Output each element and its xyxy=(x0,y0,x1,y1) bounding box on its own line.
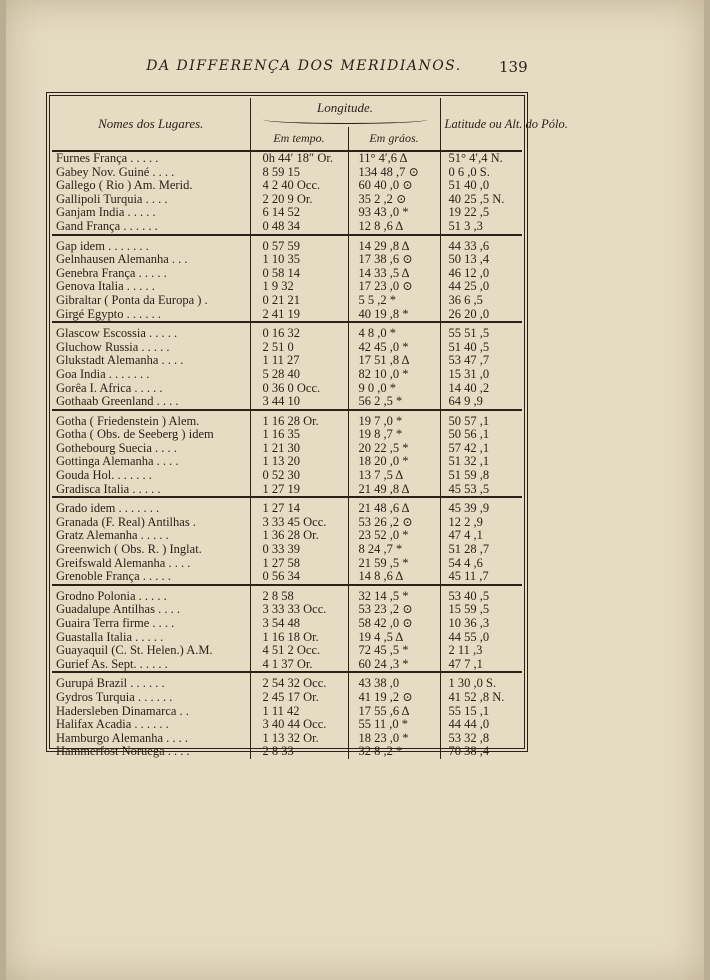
longitude-degrees: 32 14 ,5 * xyxy=(348,585,440,604)
longitude-degrees: 56 2 ,5 * xyxy=(348,395,440,410)
longitude-degrees: 8 24 ,7 * xyxy=(348,543,440,557)
latitude-value: 0 6 ,0 S. xyxy=(448,164,490,179)
place-name: Gallipoli Turquia . . . . xyxy=(52,193,250,207)
running-title: DA DIFFERENÇA DOS MERIDIANOS. xyxy=(146,58,462,74)
longitude-degrees: 18 23 ,0 * xyxy=(348,732,440,746)
place-name: Gotha ( Obs. de Seeberg ) idem xyxy=(52,428,250,442)
longitude-time: 0 36 0 Occ. xyxy=(250,382,348,396)
latitude-value: 1 30 ,0 S. xyxy=(440,672,522,691)
place-name: Ganjam India . . . . . xyxy=(52,206,250,220)
table-row xyxy=(52,442,522,456)
latitude-value: 44 55 ,0 xyxy=(448,629,490,644)
latitude-value: 51 32 ,1 xyxy=(448,454,490,469)
longitude-time: 1 11 27 xyxy=(250,354,348,368)
table-row xyxy=(52,585,522,604)
table-body xyxy=(52,151,522,759)
place-name: Gurief As. Sept. . . . . . xyxy=(52,658,250,673)
longitude-time: 2 41 19 xyxy=(250,308,348,323)
longitude-degrees: 17 38 ,6 ⊙ xyxy=(348,253,440,267)
longitude-degrees: 14 8 ,6 Δ xyxy=(348,570,440,585)
table-row xyxy=(52,382,522,396)
longitude-time: 1 16 28 Or. xyxy=(250,410,348,429)
table-row xyxy=(52,529,522,543)
longitude-time: 0 52 30 xyxy=(250,469,348,483)
longitude-degrees: 14 33 ,5 Δ xyxy=(348,267,440,281)
longitude-time: 2 51 0 xyxy=(250,341,348,355)
place-name: Gratz Alemanha . . . . . xyxy=(52,529,250,543)
longitude-time: 1 11 42 xyxy=(250,705,348,719)
place-name: Gallego ( Rio ) Am. Merid. xyxy=(52,179,250,193)
table-row xyxy=(52,235,522,254)
latitude-value: 54 4 ,6 xyxy=(448,555,483,570)
longitude-degrees: 11° 4′,6 Δ xyxy=(348,151,440,166)
longitude-degrees: 21 49 ,8 Δ xyxy=(348,483,440,498)
longitude-time: 1 13 32 Or. xyxy=(250,732,348,746)
longitude-time: 4 1 37 Or. xyxy=(250,658,348,673)
latitude-value: 55 15 ,1 xyxy=(448,703,490,718)
longitude-time: 2 54 32 Occ. xyxy=(250,672,348,691)
table-row xyxy=(52,497,522,516)
table-row xyxy=(52,428,522,442)
longitude-time: 3 33 33 Occ. xyxy=(250,603,348,617)
table-row xyxy=(52,718,522,732)
longitude-time: 3 33 45 Occ. xyxy=(250,516,348,530)
longitude-degrees: 17 51 ,8 Δ xyxy=(348,354,440,368)
place-name: Hadersleben Dinamarca . . xyxy=(52,705,250,719)
longitude-degrees: 18 20 ,0 * xyxy=(348,455,440,469)
table-row xyxy=(52,658,522,673)
latitude-value: 64 9 ,9 xyxy=(448,394,483,409)
table-row xyxy=(52,179,522,193)
table-row xyxy=(52,631,522,645)
latitude-value: 53 40 ,5 xyxy=(440,585,522,604)
table-row xyxy=(52,603,522,617)
table-row xyxy=(52,253,522,267)
latitude-value: 51 59 ,8 xyxy=(448,468,490,483)
table-row xyxy=(52,341,522,355)
table-row xyxy=(52,354,522,368)
longitude-time: 4 51 2 Occ. xyxy=(250,644,348,658)
latitude-value: 51 40 ,5 xyxy=(448,339,490,354)
longitude-time: 2 8 58 xyxy=(250,585,348,604)
table-row xyxy=(52,617,522,631)
latitude-value: 10 36 ,3 xyxy=(448,616,490,630)
table-row xyxy=(52,705,522,719)
longitude-degrees: 14 29 ,8 Δ xyxy=(348,235,440,254)
latitude-value: 2 11 ,3 xyxy=(448,643,483,658)
longitude-degrees: 12 8 ,6 Δ xyxy=(348,220,440,235)
place-name: Grenoble França . . . . . xyxy=(52,570,250,585)
longitude-degrees: 93 43 ,0 * xyxy=(348,206,440,220)
longitude-degrees: 55 11 ,0 * xyxy=(348,718,440,732)
place-name: Halifax Acadia . . . . . . xyxy=(52,718,250,732)
longitude-time: 1 16 35 xyxy=(250,428,348,442)
longitude-degrees: 20 22 ,5 * xyxy=(348,442,440,456)
place-name: Furnes França . . . . . xyxy=(52,151,250,166)
place-name: Gelnhausen Alemanha . . . xyxy=(52,253,250,267)
longitude-degrees: 60 40 ,0 ⊙ xyxy=(348,179,440,193)
longitude-time: 0 57 59 xyxy=(250,235,348,254)
longitude-time: 6 14 52 xyxy=(250,206,348,220)
table-row xyxy=(52,151,522,166)
table-row xyxy=(52,395,522,410)
brace-icon xyxy=(263,115,428,124)
table-row xyxy=(52,691,522,705)
header-time: Em tempo. xyxy=(250,127,348,151)
longitude-degrees: 21 59 ,5 * xyxy=(348,557,440,571)
header-longitude xyxy=(250,98,440,127)
place-name: Gabey Nov. Guiné . . . . xyxy=(52,166,250,180)
latitude-value: 15 31 ,0 xyxy=(448,366,490,381)
table-row xyxy=(52,220,522,235)
longitude-degrees: 134 48 ,7 ⊙ xyxy=(348,166,440,180)
latitude-value: 40 25 ,5 N. xyxy=(448,191,505,206)
table-row xyxy=(52,516,522,530)
latitude-value: 46 12 ,0 xyxy=(448,265,490,280)
longitude-time: 0 21 21 xyxy=(250,294,348,308)
longitude-degrees: 82 10 ,0 * xyxy=(348,368,440,382)
place-name: Hamburgo Alemanha . . . . xyxy=(52,732,250,746)
latitude-value: 45 53 ,5 xyxy=(448,481,490,496)
place-name: Glukstadt Alemanha . . . . xyxy=(52,354,250,368)
place-name: Gand França . . . . . . xyxy=(52,220,250,235)
latitude-value: 44 25 ,0 xyxy=(448,279,490,294)
table-row xyxy=(52,280,522,294)
table-row xyxy=(52,206,522,220)
table-row xyxy=(52,672,522,691)
longitude-degrees: 23 52 ,0 * xyxy=(348,529,440,543)
longitude-degrees: 42 45 ,0 * xyxy=(348,341,440,355)
place-name: Gibraltar ( Ponta da Europa ) . xyxy=(52,294,250,308)
table-row xyxy=(52,455,522,469)
latitude-value: 57 42 ,1 xyxy=(448,440,490,455)
place-name: Genova Italia . . . . . xyxy=(52,280,250,294)
longitude-degrees: 19 8 ,7 * xyxy=(348,428,440,442)
latitude-value: 51 3 ,3 xyxy=(448,218,483,233)
latitude-value: 51 40 ,0 xyxy=(448,178,490,193)
longitude-time: 2 8 33 xyxy=(250,745,348,759)
place-name: Gydros Turquia . . . . . . xyxy=(52,691,250,705)
longitude-degrees: 5 5 ,2 * xyxy=(348,294,440,308)
latitude-value: 70 38 ,4 xyxy=(448,744,490,759)
place-name: Glascow Escossia . . . . . xyxy=(52,322,250,341)
place-name: Guaira Terra firme . . . . xyxy=(52,617,250,631)
longitude-degrees: 53 23 ,2 ⊙ xyxy=(348,603,440,617)
latitude-value: 44 44 ,0 xyxy=(448,717,490,732)
latitude-value: 44 33 ,6 xyxy=(440,235,522,254)
place-name: Gothebourg Suecia . . . . xyxy=(52,442,250,456)
longitude-time: 1 27 58 xyxy=(250,557,348,571)
place-name: Guastalla Italia . . . . . xyxy=(52,631,250,645)
place-name: Gouda Hol. . . . . . . xyxy=(52,469,250,483)
longitude-degrees: 58 42 ,0 ⊙ xyxy=(348,617,440,631)
longitude-degrees: 53 26 ,2 ⊙ xyxy=(348,516,440,530)
latitude-value: 15 59 ,5 xyxy=(448,602,490,617)
table-row xyxy=(52,543,522,557)
latitude-value: 41 52 ,8 N. xyxy=(448,689,505,704)
latitude-value: 51° 4′,4 N. xyxy=(448,151,503,165)
table-row xyxy=(52,469,522,483)
header-latitude: Latitude ou Alt. do Pólo. xyxy=(440,98,522,151)
latitude-value: 50 56 ,1 xyxy=(448,427,490,442)
latitude-value: 51 28 ,7 xyxy=(448,542,490,557)
longitude-degrees: 41 19 ,2 ⊙ xyxy=(348,691,440,705)
longitude-time: 0h 44′ 18″ Or. xyxy=(250,151,348,166)
longitude-time: 1 10 35 xyxy=(250,253,348,267)
table-row xyxy=(52,267,522,281)
table-row xyxy=(52,732,522,746)
longitude-degrees: 4 8 ,0 * xyxy=(348,322,440,341)
longitude-time: 1 36 28 Or. xyxy=(250,529,348,543)
longitude-degrees: 21 48 ,6 Δ xyxy=(348,497,440,516)
table-row xyxy=(52,193,522,207)
table-row xyxy=(52,166,522,180)
longitude-time: 1 16 18 Or. xyxy=(250,631,348,645)
longitude-degrees: 19 7 ,0 * xyxy=(348,410,440,429)
running-head xyxy=(6,58,704,82)
longitude-degrees: 43 38 ,0 xyxy=(348,672,440,691)
latitude-value: 19 22 ,5 xyxy=(448,205,490,220)
place-name: Greifswald Alemanha . . . . xyxy=(52,557,250,571)
header-name: Nomes dos Lugares. xyxy=(52,98,250,151)
longitude-degrees: 32 8 ,2 * xyxy=(348,745,440,759)
place-name: Gradisca Italia . . . . . xyxy=(52,483,250,498)
longitude-time: 1 27 14 xyxy=(250,497,348,516)
table-row xyxy=(52,483,522,498)
longitude-time: 0 56 34 xyxy=(250,570,348,585)
longitude-degrees: 9 0 ,0 * xyxy=(348,382,440,396)
place-name: Granada (F. Real) Antilhas . xyxy=(52,516,250,530)
table-row xyxy=(52,745,522,759)
longitude-degrees: 17 55 ,6 Δ xyxy=(348,705,440,719)
header-degrees: Em gráos. xyxy=(348,127,440,151)
longitude-time: 2 45 17 Or. xyxy=(250,691,348,705)
place-name: Hammerfost Noruega . . . . xyxy=(52,745,250,759)
latitude-value: 55 51 ,5 xyxy=(440,322,522,341)
place-name: Grado idem . . . . . . . xyxy=(52,497,250,516)
latitude-value: 53 32 ,8 xyxy=(448,730,490,745)
latitude-value: 50 57 ,1 xyxy=(440,410,522,429)
place-name: Gotha ( Friedenstein ) Alem. xyxy=(52,410,250,429)
place-name: Girgé Egypto . . . . . . xyxy=(52,308,250,323)
latitude-value: 47 7 ,1 xyxy=(448,656,483,671)
place-name: Gothaab Greenland . . . . xyxy=(52,395,250,410)
place-name: Gorêa I. Africa . . . . . xyxy=(52,382,250,396)
latitude-value: 14 40 ,2 xyxy=(448,380,490,395)
table-row xyxy=(52,570,522,585)
latitude-value: 12 2 ,9 xyxy=(448,514,483,529)
place-name: Gurupá Brazil . . . . . . xyxy=(52,672,250,691)
longitude-time: 0 58 14 xyxy=(250,267,348,281)
latitude-value: 53 47 ,7 xyxy=(448,353,490,368)
place-name: Guadalupe Antilhas . . . . xyxy=(52,603,250,617)
longitude-degrees: 35 2 ,2 ⊙ xyxy=(348,193,440,207)
longitude-time: 3 54 48 xyxy=(250,617,348,631)
latitude-value: 45 11 ,7 xyxy=(448,569,489,584)
place-name: Guayaquil (C. St. Helen.) A.M. xyxy=(52,644,250,658)
header-longitude-label: Longitude. xyxy=(317,100,373,116)
latitude-value: 47 4 ,1 xyxy=(448,528,483,543)
latitude-value: 26 20 ,0 xyxy=(448,306,490,321)
place-name: Genebra França . . . . . xyxy=(52,267,250,281)
place-name: Grodno Polonia . . . . . xyxy=(52,585,250,604)
latitude-value: 45 39 ,9 xyxy=(440,497,522,516)
longitude-time: 0 16 32 xyxy=(250,322,348,341)
table-row xyxy=(52,322,522,341)
longitude-time: 2 20 9 Or. xyxy=(250,193,348,207)
longitude-degrees: 17 23 ,0 ⊙ xyxy=(348,280,440,294)
longitude-degrees: 19 4 ,5 Δ xyxy=(348,631,440,645)
longitude-time: 1 27 19 xyxy=(250,483,348,498)
longitude-degrees: 72 45 ,5 * xyxy=(348,644,440,658)
longitude-time: 4 2 40 Occ. xyxy=(250,179,348,193)
longitude-time: 1 9 32 xyxy=(250,280,348,294)
place-name: Goa India . . . . . . . xyxy=(52,368,250,382)
place-name: Gap idem . . . . . . . xyxy=(52,235,250,254)
longitude-time: 3 44 10 xyxy=(250,395,348,410)
latitude-value: 50 13 ,4 xyxy=(448,252,490,267)
longitude-time: 8 59 15 xyxy=(250,166,348,180)
longitude-time: 1 21 30 xyxy=(250,442,348,456)
longitude-time: 3 40 44 Occ. xyxy=(250,718,348,732)
page-number: 139 xyxy=(499,58,528,76)
place-name: Gottinga Alemanha . . . . xyxy=(52,455,250,469)
table-row xyxy=(52,644,522,658)
longitude-time: 5 28 40 xyxy=(250,368,348,382)
longitude-degrees: 60 24 ,3 * xyxy=(348,658,440,673)
table-row xyxy=(52,308,522,323)
place-name: Greenwich ( Obs. R. ) Inglat. xyxy=(52,543,250,557)
longitude-degrees: 40 19 ,8 * xyxy=(348,308,440,323)
table-row xyxy=(52,557,522,571)
longitude-time: 1 13 20 xyxy=(250,455,348,469)
table-row xyxy=(52,410,522,429)
longitude-time: 0 48 34 xyxy=(250,220,348,235)
longitude-time: 0 33 39 xyxy=(250,543,348,557)
place-name: Gluchow Russia . . . . . xyxy=(52,341,250,355)
latitude-value: 36 6 ,5 xyxy=(448,292,483,307)
table-row xyxy=(52,294,522,308)
longitude-degrees: 13 7 ,5 Δ xyxy=(348,469,440,483)
places-table xyxy=(52,98,568,759)
table-row xyxy=(52,368,522,382)
